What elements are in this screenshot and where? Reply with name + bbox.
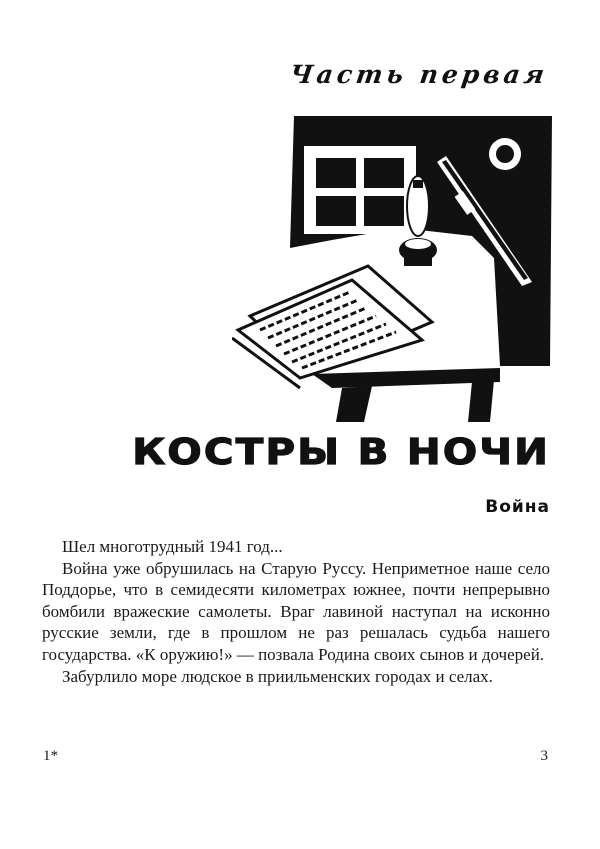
window-pane	[364, 196, 404, 226]
page-number: 3	[540, 748, 548, 764]
signature-mark: 1*	[43, 748, 58, 764]
table-leg	[336, 386, 372, 422]
paragraph: Шел многотрудный 1941 год...	[62, 537, 283, 556]
chapter-illustration	[232, 116, 552, 426]
section-title: Война	[485, 497, 550, 517]
window-pane	[316, 196, 356, 226]
window-pane	[364, 158, 404, 188]
paragraph: Забурлило море людское в приильменских городах и селах.	[62, 666, 493, 686]
body-text	[42, 536, 550, 687]
window-pane	[316, 158, 356, 188]
chapter-title: КОСТРЫ В НОЧИ	[132, 432, 550, 473]
part-heading: Часть первая	[287, 60, 551, 89]
paragraph: Война уже обрушилась на Старую Руссу. Неприметное наше село Поддорье, что в семидесяти километрах южнее, почти непрерывно бомбили вражеские самолеты. Враг лавиной наступал на исконно русские земли, где в прошлом не раз решалась судьба нашего государства. «К оружию!» — позвала Родина своих сынов и дочерей.	[42, 558, 550, 664]
table-leg	[468, 380, 494, 422]
